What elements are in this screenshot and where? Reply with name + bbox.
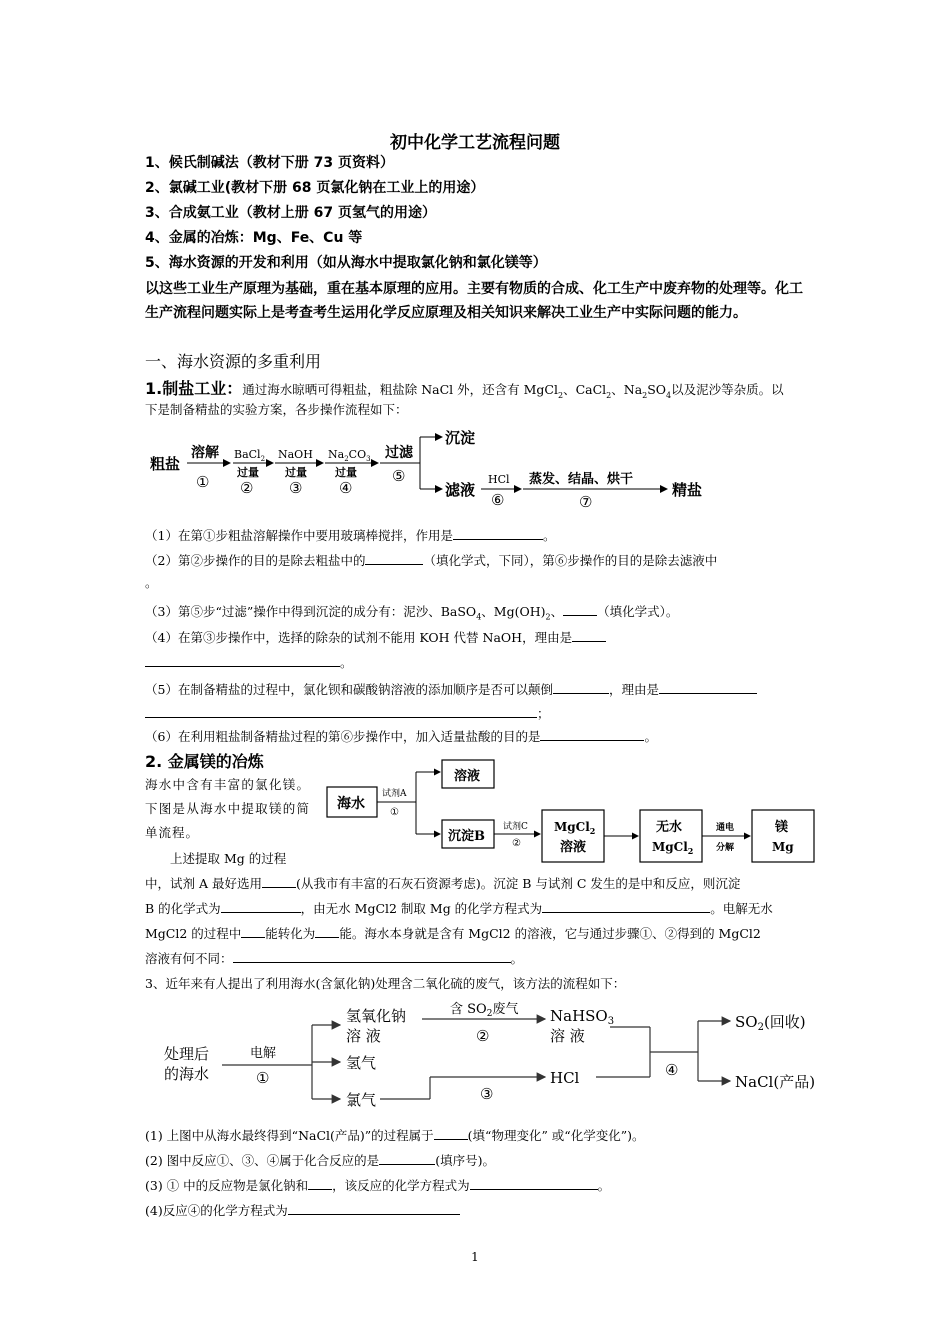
q-text: 。 [644,729,657,744]
nahso3-label: NaHSO$_3$ [550,1007,615,1027]
evaporate-label: 蒸发、结晶、烘干 [529,472,634,487]
bacl2-label: BaCl$_2$ [234,448,266,463]
topic-2: 2、氯碱工业(教材下册 68 页氯化钠在工业上的用途） [145,180,485,196]
treated-seawater-label-1: 处理后 [164,1045,210,1063]
nahso3-solution-label: 溶 液 [550,1027,585,1045]
so2-heading: 3、近年来有人提出了利用海水(含氯化钠)处理含二氧化硫的废气，该方法的流程如下： [145,976,626,991]
topic-3: 3、合成氨工业（教材上册 67 页氢气的用途） [145,205,436,221]
magnesium-heading: 2. 金属镁的冶炼 [145,752,264,771]
reagent-a-label: 试剂A [382,789,407,799]
q-text: （填化学式，下同），第⑥步操作的目的是除去滤液中 [423,553,718,568]
filter-label: 过滤 [385,445,413,461]
sub: 4 [666,391,672,401]
q-text: 。 [597,1178,611,1193]
excess-label: 过量 [335,466,357,479]
na2co3-label: $Na_2CO_3$ [328,448,371,463]
precipitate-b-label: 沉淀B [448,829,485,844]
anhydrous-label: 无水 [656,820,683,835]
q-text: （1）在第①步粗盐溶解操作中要用玻璃棒搅拌，作用是 [145,528,453,543]
q-text: 溶液有何不同： [145,951,233,966]
question-1-2-end: 。 [145,575,158,590]
q-text: (4)反应④的化学方程式为 [145,1203,288,1218]
anhydrous-mgcl2-label: MgCl$_2$ [652,840,694,856]
seawater-label: 海水 [337,796,365,812]
salt-flow-diagram [145,425,725,515]
magnesium-desc2: 上述提取 Mg 的过程 [170,851,287,866]
decompose-label: 分解 [716,843,735,853]
q-text: B 的化学式为 [145,901,221,916]
q-text: 能转化为 [265,926,316,941]
mgcl2-sol-label: 溶液 [560,840,587,855]
step-3: ③ [289,479,303,497]
sub: 2 [557,391,564,401]
q-text: ； [537,706,550,721]
magnesium-box [752,810,814,862]
q-text: (1) 上图中从海水最终得到“NaCl(产品)”的过程属于 [145,1128,434,1143]
answer-blank[interactable] [434,1125,468,1140]
step-3: ③ [480,1085,494,1103]
page-number: 1 [471,1250,479,1264]
step-7: ⑦ [579,493,593,511]
electrolysis-label: 通电 [716,823,735,833]
topic-1: 1、候氏制碱法（教材下册 73 页资料） [145,155,394,171]
answer-blank[interactable] [221,898,301,913]
q-text: ，由无水 MgCl2 制取 Mg 的化学方程式为 [300,901,543,916]
salt-desc-c: 、Na [611,382,643,397]
step-2: ② [240,479,254,497]
page-title: 初中化学工艺流程问题 [390,133,560,153]
magnesium-symbol: Mg [772,840,794,854]
q-text: 、Mg(OH) [481,604,546,619]
step-1: ① [390,807,399,818]
step-2: ② [512,838,521,849]
answer-blank[interactable] [470,1175,598,1190]
q-text: （4）在第③步操作中，选择的除杂的试剂不能用 KOH 代替 NaOH，理由是 [145,630,573,645]
answer-blank[interactable] [145,703,537,718]
topic-4: 4、金属的冶炼：Mg、Fe、Cu 等 [145,230,363,246]
answer-blank[interactable] [288,1200,460,1215]
salt-industry-heading: 1.制盐工业： [145,379,243,398]
answer-blank[interactable] [553,679,609,694]
answer-blank[interactable] [145,652,340,667]
electrolysis-label: 电解 [250,1046,277,1061]
step-5: ⑤ [392,467,406,485]
q-text: （3）第⑤步“过滤”操作中得到沉淀的成分有：泥沙、BaSO [145,604,477,619]
magnesium-para-3 [145,923,761,942]
magnesium-para-4 [145,948,523,967]
question-1-6 [145,726,657,745]
precipitate-label: 沉淀 [445,429,476,447]
answer-blank[interactable] [308,1175,332,1190]
question-3-1 [145,1125,644,1144]
q-text: (填“物理变化” 或“化学变化”)。 [467,1128,645,1143]
step-4: ④ [665,1061,679,1079]
q-text: (从我市有丰富的石灰石资源考虑)。沉淀 B 与试剂 C 发生的是中和反应，则沉淀 [295,876,741,891]
answer-blank[interactable] [659,679,757,694]
topic-5: 5、海水资源的开发和利用（如从海水中提取氯化钠和氯化镁等） [145,255,547,271]
answer-blank[interactable] [315,923,339,938]
salt-desc: 通过海水晾晒可得粗盐，粗盐除 NaCl 外，还含有 MgCl [242,382,558,397]
step-4: ④ [339,479,353,497]
question-3-4 [145,1200,460,1219]
answer-blank[interactable] [563,601,597,616]
magnesium-desc: 海水中含有丰富的氯化镁。下图是从海水中提取镁的简单流程。 [145,777,310,840]
answer-blank[interactable] [365,550,423,565]
so2-recover-label: $SO_2$(回收) [735,1013,806,1033]
magnesium-para-1 [145,873,740,892]
q-text: (2) 图中反应①、③、④属于化合反应的是 [145,1153,380,1168]
question-1-3 [145,601,678,622]
sub: 2 [606,391,612,401]
chlorine-label: 氯气 [346,1091,377,1109]
question-1-2 [145,550,717,569]
step-1: ① [196,473,210,491]
intro-paragraph: 以这些工业生产原理为基础，重在基本原理的应用。主要有物质的合成、化工生产中废弃物的处理等。化工生产流程问题实际上是考查考生运用化学反应原理及相关知识来解决工业生产中实际问题的能力。 [145,281,803,321]
hcl-label: HCl [550,1069,580,1087]
magnesium-para-2 [145,898,773,917]
q-text: 中，试剂 A 最好选用 [145,876,262,891]
sub: 2 [642,391,648,401]
question-3-2 [145,1150,495,1169]
treated-seawater-label-2: 的海水 [164,1065,210,1083]
solution-label: 溶液 [454,769,481,784]
q-text: ，理由是 [608,682,659,697]
question-1-5-line2 [145,703,550,722]
q-text: ，该反应的化学方程式为 [332,1178,470,1193]
question-1-5 [145,679,757,698]
q-text: 。 [340,655,353,670]
q-text: 。电解无水 [710,901,773,916]
answer-blank[interactable] [241,923,265,938]
q-text: 。 [510,951,524,966]
reagent-c-label: 试剂C [503,822,528,832]
question-1-4 [145,627,606,646]
q-text: 、 [550,604,564,619]
hydrogen-label: 氢气 [346,1054,377,1072]
step-1: ① [256,1069,270,1087]
q-text: （2）第②步操作的目的是除去粗盐中的 [145,553,366,568]
so2-gas-label: 含 $SO_2$废气 [450,1002,519,1019]
naoh-label: 氢氧化钠 [346,1007,407,1025]
excess-label: 过量 [285,466,307,479]
q-text: （6）在利用粗盐制备精盐过程的第⑥步操作中，加入适量盐酸的目的是 [145,729,541,744]
salt-desc-e: 以及泥沙等杂质。以 [671,382,784,397]
q-text: (填序号)。 [435,1153,495,1168]
answer-blank[interactable] [542,898,710,913]
q-text: 。 [542,528,556,543]
salt-desc-line2: 下是制备精盐的实验方案，各步操作流程如下： [145,402,408,417]
answer-blank[interactable] [379,1150,435,1165]
so2-flow-diagram [150,997,840,1115]
mgcl2-label: MgCl$_2$ [554,820,596,836]
excess-label: 过量 [237,466,259,479]
sub: 2 [545,612,551,622]
salt-desc-d: SO [647,382,667,397]
answer-blank[interactable] [453,525,543,540]
question-3-3 [145,1175,610,1194]
salt-desc-b: 、CaCl [563,382,607,397]
step-2: ② [476,1027,490,1045]
q-text: （填化学式）。 [597,604,679,619]
question-1-1 [145,525,555,544]
dissolve-label: 溶解 [191,445,219,461]
hcl-label: HCl [488,473,510,486]
refined-salt-label: 精盐 [672,481,703,499]
step-6: ⑥ [491,491,505,509]
sub: 4 [476,612,482,622]
answer-blank[interactable] [572,627,606,642]
nacl-product-label: NaCl(产品) [735,1073,816,1091]
crude-salt-label: 粗盐 [150,455,181,473]
answer-blank[interactable] [233,948,511,963]
section-heading-1: 一、海水资源的多重利用 [145,352,322,371]
naoh-label: NaOH [278,448,313,461]
q-text: MgCl2 的过程中 [145,926,242,941]
answer-blank[interactable] [262,873,296,888]
answer-blank[interactable] [540,726,644,741]
q-text: (3) ① 中的反应物是氯化钠和 [145,1178,309,1193]
question-1-4-line2 [145,652,353,671]
magnesium-cn-label: 镁 [775,820,789,835]
magnesium-flow-diagram [320,752,830,872]
q-text: 能。海水本身就是含有 MgCl2 的溶液，它与通过步骤①、②得到的 MgCl2 [339,926,761,941]
naoh-solution-label: 溶 液 [346,1027,381,1045]
salt-industry-intro [145,376,815,401]
filtrate-label: 滤液 [445,481,476,499]
q-text: （5）在制备精盐的过程中，氯化钡和碳酸钠溶液的添加顺序是否可以颠倒 [145,682,553,697]
